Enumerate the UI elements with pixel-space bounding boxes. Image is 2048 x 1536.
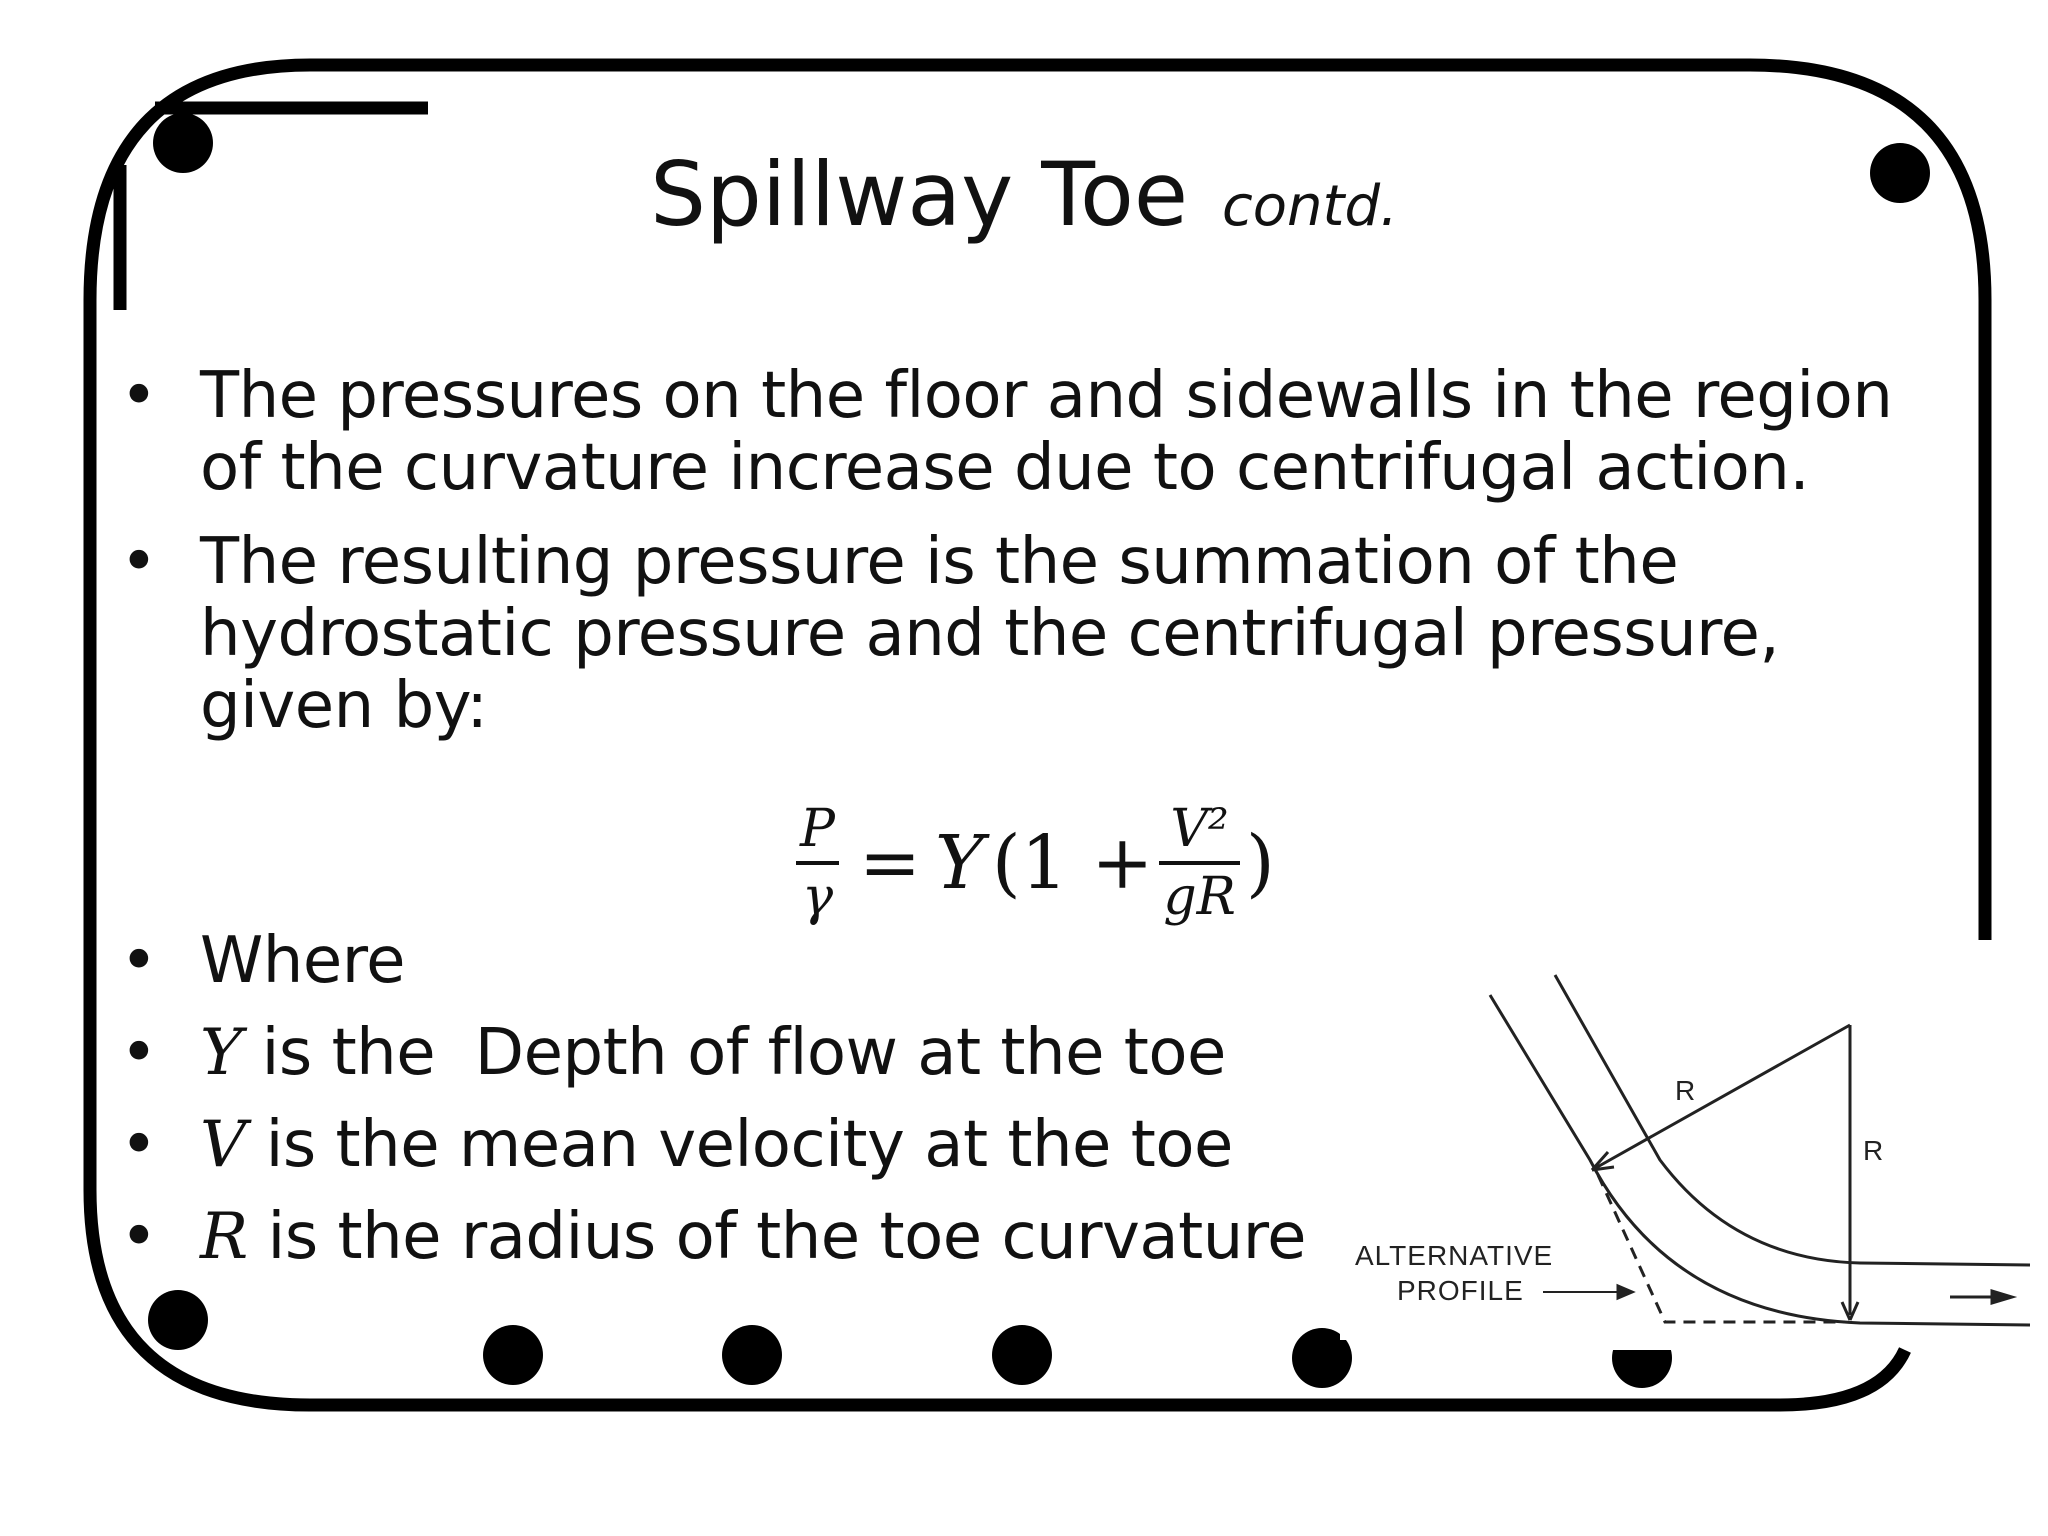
- lhs-denominator: γ: [801, 867, 834, 927]
- depth-symbol: Y: [935, 820, 984, 906]
- close-paren: ): [1245, 820, 1275, 906]
- frame-dot: [722, 1325, 782, 1385]
- radius-label-vertical: R: [1863, 1135, 1885, 1166]
- bullet-item: [120, 925, 1306, 997]
- bullet-item: [120, 360, 1960, 504]
- flow-surface-line: [1555, 975, 2030, 1265]
- alternative-profile-dashed: [1598, 1175, 1845, 1322]
- open-paren: (1 +: [991, 820, 1154, 906]
- bullet-text: The resulting pressure is the summation of the hydrostatic pressure and the centrifugal pressure, given by:: [200, 525, 1780, 743]
- variable-symbol: R: [200, 1200, 248, 1274]
- variable-symbol: V: [200, 1108, 246, 1182]
- bullet-marker: •: [120, 525, 158, 599]
- pressure-equation: [790, 778, 1275, 948]
- bullet-list: [120, 360, 1960, 742]
- rhs-fraction: [1159, 797, 1239, 929]
- definition-text: is the Depth of flow at the toe: [241, 1016, 1226, 1090]
- definition-item: [120, 1017, 1306, 1089]
- frame-dot: [483, 1325, 543, 1385]
- radius-line-diagonal: [1592, 1025, 1850, 1170]
- flow-arrowhead: [1992, 1291, 2012, 1303]
- alternative-label-line1: ALTERNATIVE: [1355, 1240, 1554, 1271]
- frame-dot: [992, 1325, 1052, 1385]
- curved-floor-line: [1490, 995, 2030, 1325]
- rhs-denominator: gR: [1163, 867, 1236, 927]
- slide-title: [0, 140, 2048, 262]
- equals-sign: =: [859, 820, 922, 906]
- lhs-numerator: P: [800, 799, 835, 859]
- definition-text: is the mean velocity at the toe: [245, 1108, 1233, 1182]
- leader-arrowhead: [1618, 1286, 1632, 1298]
- definition-list: [120, 925, 1306, 1293]
- definition-item: [120, 1109, 1306, 1181]
- definition-item: [120, 1201, 1306, 1273]
- bullet-marker: •: [120, 1200, 158, 1274]
- bullet-marker: •: [120, 924, 158, 998]
- bullet-marker: •: [120, 1108, 158, 1182]
- toe-curvature-diagram: [1340, 960, 2040, 1360]
- bullet-marker: •: [120, 1016, 158, 1090]
- radius-label-diagonal: R: [1675, 1075, 1697, 1106]
- variable-symbol: Y: [200, 1016, 242, 1090]
- bullet-item: [120, 526, 1960, 742]
- bullet-marker: •: [120, 359, 158, 433]
- where-label: Where: [200, 924, 405, 998]
- title-main: Spillway Toe: [650, 143, 1188, 246]
- bullet-text: The pressures on the floor and sidewalls in the region of the curvature increase due to centrifugal action.: [200, 359, 1893, 505]
- definition-text: is the radius of the toe curvature: [247, 1200, 1307, 1274]
- rhs-numerator: V²: [1170, 799, 1229, 859]
- lhs-fraction: [796, 797, 839, 929]
- frame-dot: [148, 1290, 208, 1350]
- title-subtitle: contd.: [1221, 174, 1398, 239]
- alternative-label-line2: PROFILE: [1397, 1275, 1524, 1306]
